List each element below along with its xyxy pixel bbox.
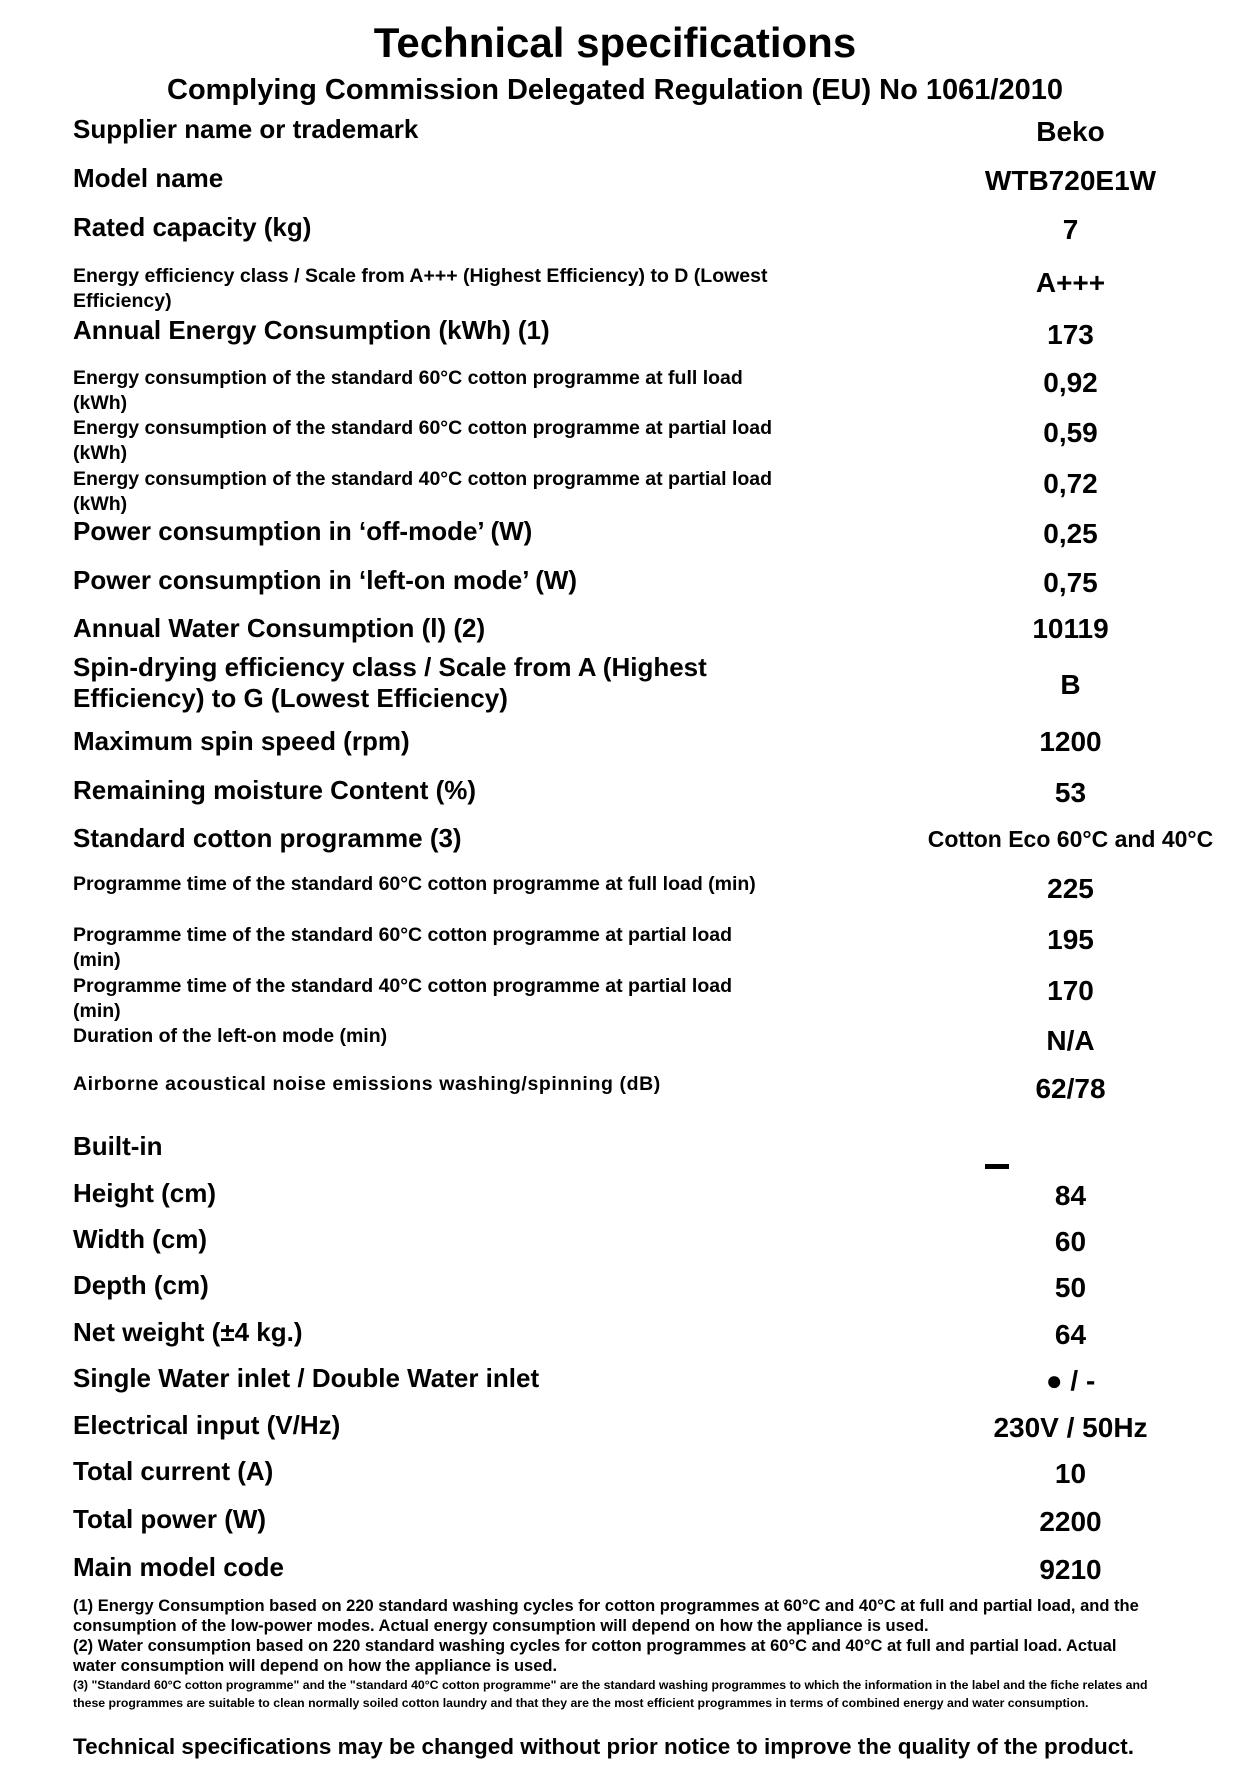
spec-label: Height (cm) bbox=[73, 1178, 216, 1208]
spec-label: Spin-drying efficiency class / Scale from A (Highest Efficiency) to G (Lowest Efficiency) bbox=[73, 652, 707, 713]
spec-value: 0,25 bbox=[1043, 518, 1098, 549]
spec-label: Energy consumption of the standard 40°C cotton programme at partial load (kWh) bbox=[73, 468, 773, 515]
spec-label: Electrical input (V/Hz) bbox=[73, 1410, 341, 1440]
spec-label: Remaining moisture Content (%) bbox=[73, 775, 477, 805]
spec-value: 230V / 50Hz bbox=[993, 1412, 1148, 1443]
spec-value: 0,75 bbox=[1043, 567, 1098, 598]
spec-value: 170 bbox=[1047, 975, 1094, 1006]
spec-label: Annual Water Consumption (l) (2) bbox=[73, 613, 486, 643]
spec-label: Programme time of the standard 60°C cotton programme at partial load (min) bbox=[73, 924, 733, 971]
spec-value: B bbox=[1060, 669, 1081, 700]
spec-value: 2200 bbox=[1039, 1506, 1102, 1537]
spec-value: 53 bbox=[1054, 777, 1087, 808]
spec-label: Built-in bbox=[73, 1131, 163, 1161]
spec-label: Programme time of the standard 40°C cotton programme at partial load (min) bbox=[73, 975, 733, 1022]
disclaimer: Technical specifications may be changed without prior notice to improve the quality of the product. bbox=[73, 1734, 1134, 1759]
footnote-3: (3) "Standard 60°C cotton programme" and the "standard 40°C cotton programme" are the standard washing programmes to which the information in the label and the fiche relates and these programmes are suitable to clean normally soiled cotton laundry and that they are the most efficient programmes in terms of combined energy and water consumption. bbox=[73, 1678, 1148, 1710]
spec-value: Cotton Eco 60°C and 40°C bbox=[927, 826, 1214, 852]
spec-label: Net weight (±4 kg.) bbox=[73, 1317, 303, 1347]
spec-label: Single Water inlet / Double Water inlet bbox=[73, 1363, 540, 1393]
built-in-dash-mark bbox=[985, 1164, 1009, 1169]
spec-label: Standard cotton programme (3) bbox=[73, 823, 462, 853]
spec-value: N/A bbox=[1046, 1025, 1095, 1056]
spec-value: 10 bbox=[1054, 1458, 1087, 1489]
spec-label: Power consumption in ‘left-on mode’ (W) bbox=[73, 565, 578, 595]
spec-value: 1200 bbox=[1039, 726, 1102, 757]
spec-label: Main model code bbox=[73, 1552, 284, 1582]
footnote-1: (1) Energy Consumption based on 220 standard washing cycles for cotton programmes at 60°C and 40°C at full and partial load, and the consumption of the low-power modes. Actual energy consumption will depend on how the appliance is used. bbox=[73, 1597, 1139, 1635]
spec-value: 225 bbox=[1047, 873, 1094, 904]
spec-label: Airborne acoustical noise emissions washing/spinning (dB) bbox=[73, 1073, 661, 1095]
spec-value: 10119 bbox=[1032, 613, 1109, 644]
spec-label: Energy efficiency class / Scale from A+++ (Highest Efficiency) to D (Lowest Efficiency) bbox=[73, 265, 768, 312]
spec-label: Model name bbox=[73, 163, 224, 193]
spec-label: Rated capacity (kg) bbox=[73, 212, 312, 242]
spec-label: Total current (A) bbox=[73, 1456, 274, 1486]
spec-value: 64 bbox=[1054, 1319, 1087, 1350]
spec-label: Power consumption in ‘off-mode’ (W) bbox=[73, 516, 533, 546]
footnotes bbox=[73, 1596, 1153, 1712]
spec-value: 60 bbox=[1054, 1226, 1087, 1257]
footnote-2: (2) Water consumption based on 220 standard washing cycles for cotton programmes at 60°C and 40°C at full and partial load. Actual water consumption will depend on how the appliance is used. bbox=[73, 1637, 1117, 1675]
spec-value: 0,72 bbox=[1043, 468, 1098, 499]
spec-label: Maximum spin speed (rpm) bbox=[73, 726, 410, 756]
spec-value: ● / - bbox=[1045, 1365, 1096, 1396]
spec-label: Width (cm) bbox=[73, 1224, 208, 1254]
regulation-subtitle: Complying Commission Delegated Regulation (EU) No 1061/2010 bbox=[167, 74, 1063, 106]
spec-value: Beko bbox=[1036, 116, 1105, 147]
spec-label: Annual Energy Consumption (kWh) (1) bbox=[73, 315, 550, 345]
spec-value: 0,59 bbox=[1043, 417, 1098, 448]
spec-label: Programme time of the standard 60°C cotton programme at full load (min) bbox=[73, 873, 756, 895]
spec-value: 173 bbox=[1047, 319, 1094, 350]
spec-label: Energy consumption of the standard 60°C cotton programme at partial load (kWh) bbox=[73, 417, 773, 464]
page-title: Technical specifications bbox=[373, 19, 857, 66]
spec-value: 84 bbox=[1054, 1180, 1087, 1211]
spec-value: 0,92 bbox=[1043, 367, 1098, 398]
spec-value: WTB720E1W bbox=[984, 165, 1157, 196]
spec-label: Depth (cm) bbox=[73, 1270, 209, 1300]
spec-label: Total power (W) bbox=[73, 1504, 267, 1534]
spec-label: Energy consumption of the standard 60°C cotton programme at full load (kWh) bbox=[73, 367, 743, 414]
spec-value: 50 bbox=[1054, 1272, 1087, 1303]
spec-label: Duration of the left-on mode (min) bbox=[73, 1025, 388, 1047]
spec-label: Supplier name or trademark bbox=[73, 114, 419, 144]
spec-value: 9210 bbox=[1039, 1554, 1102, 1585]
spec-value: 195 bbox=[1047, 924, 1094, 955]
spec-value: 62/78 bbox=[1035, 1073, 1106, 1104]
spec-value: 7 bbox=[1062, 214, 1079, 245]
spec-value: A+++ bbox=[1035, 267, 1106, 298]
